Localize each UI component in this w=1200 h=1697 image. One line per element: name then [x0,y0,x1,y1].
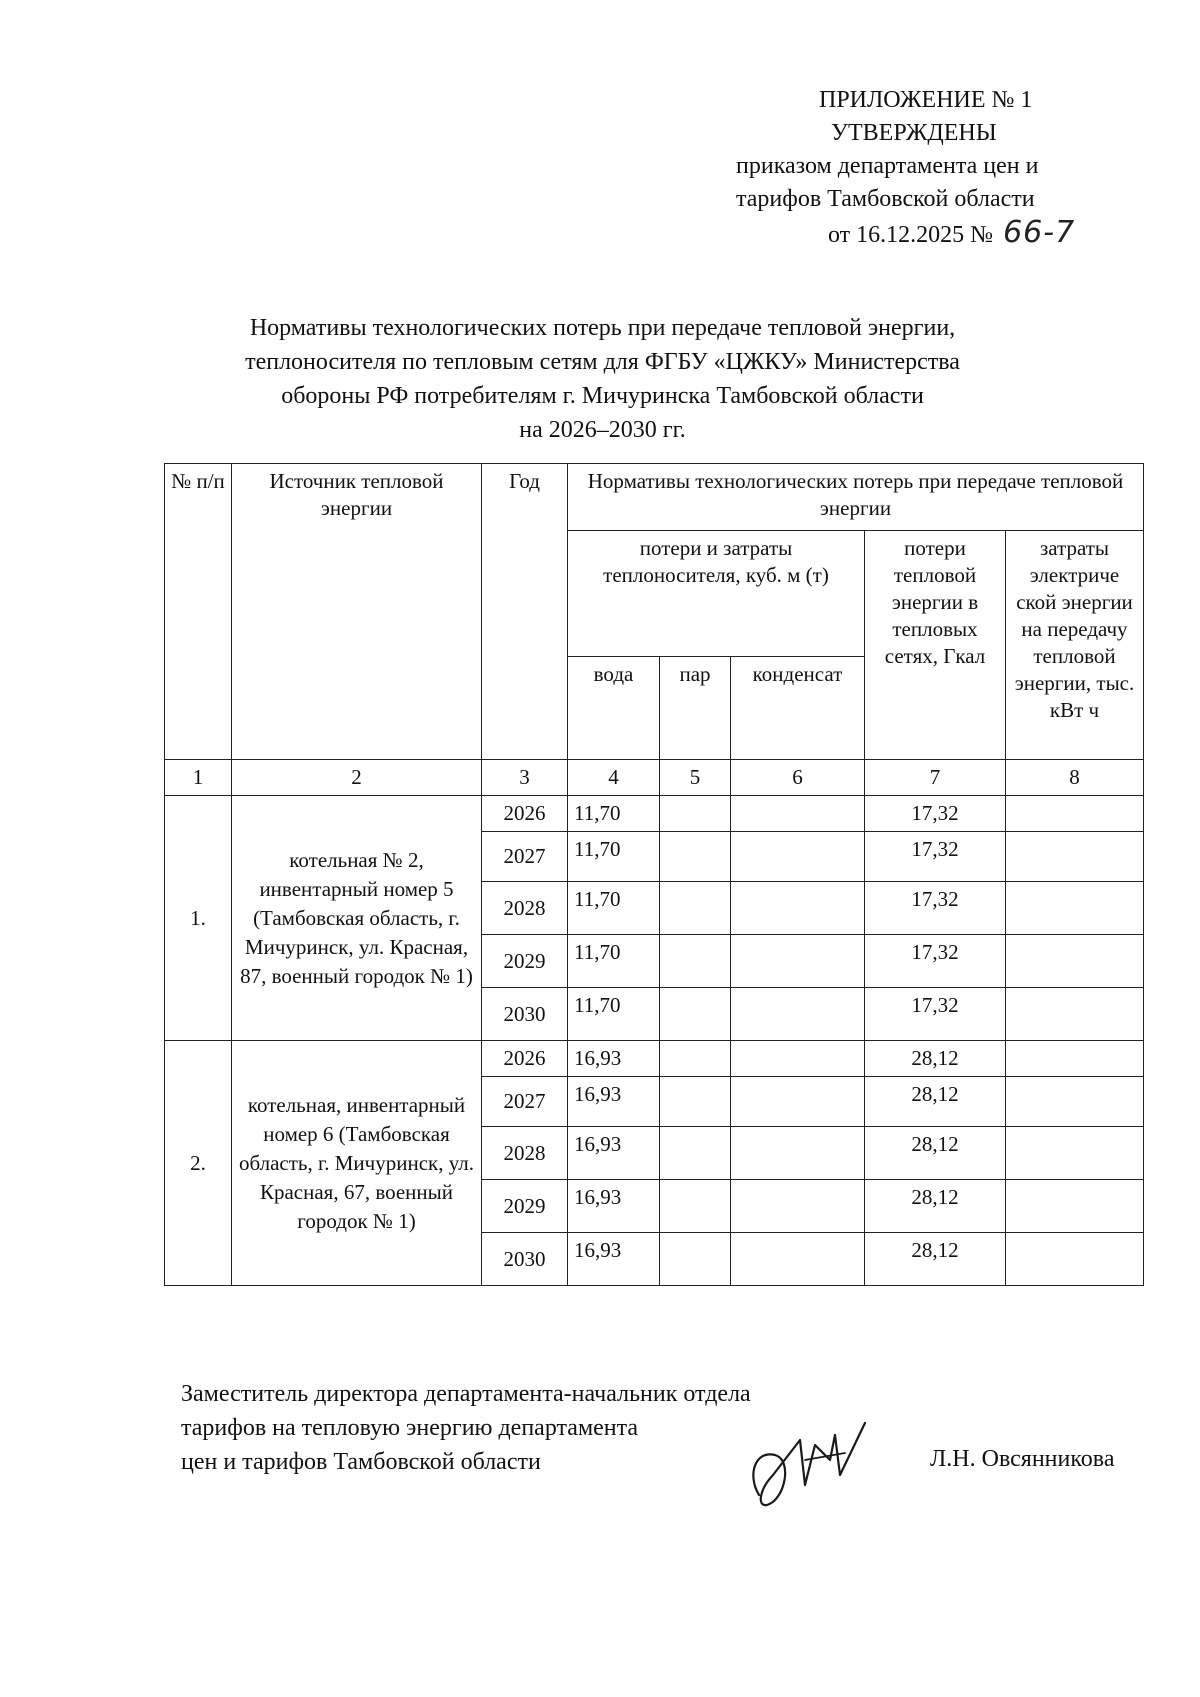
header-row-1 [165,464,1144,531]
title-line-3: обороны РФ потребителям г. Мичуринска Тамбовской области [281,383,924,409]
water-cell: 16,93 [568,1041,660,1077]
approval-header [736,84,1136,252]
electric-cell [1006,1233,1144,1286]
year-cell: 2029 [482,935,568,988]
heat-loss-cell: 17,32 [865,796,1006,832]
electric-cell [1006,1041,1144,1077]
table-row [165,1041,1144,1077]
water-cell: 16,93 [568,1127,660,1180]
heat-loss-cell: 17,32 [865,988,1006,1041]
condensate-cell [731,1077,865,1127]
header-year: Год [482,464,568,760]
column-number: 5 [660,760,731,796]
year-cell: 2026 [482,796,568,832]
header-steam: пар [660,657,731,760]
electric-cell [1006,988,1144,1041]
signatory-name: Л.Н. Овсянникова [930,1446,1115,1472]
steam-cell [660,1233,731,1286]
electric-cell [1006,796,1144,832]
condensate-cell [731,882,865,935]
approved-label: УТВЕРЖДЕНЫ [831,120,997,146]
header-heat-loss: потери тепловой энергии в тепловых сетях, Гкал [865,531,1006,760]
heat-loss-cell: 17,32 [865,882,1006,935]
heat-loss-cell: 28,12 [865,1041,1006,1077]
heat-loss-cell: 28,12 [865,1180,1006,1233]
header-carrier: потери и затраты теплоносителя, куб. м (т) [568,531,865,657]
heat-loss-cell: 28,12 [865,1233,1006,1286]
steam-cell [660,1077,731,1127]
title-line-2: теплоносителя по тепловым сетям для ФГБУ «ЦЖКУ» Министерства [245,349,960,375]
year-cell: 2029 [482,1180,568,1233]
steam-cell [660,832,731,882]
year-cell: 2028 [482,882,568,935]
condensate-cell [731,1180,865,1233]
column-number: 7 [865,760,1006,796]
year-cell: 2027 [482,1077,568,1127]
condensate-cell [731,1233,865,1286]
heat-loss-cell: 28,12 [865,1077,1006,1127]
water-cell: 16,93 [568,1180,660,1233]
steam-cell [660,1180,731,1233]
electric-cell [1006,1127,1144,1180]
condensate-cell [731,832,865,882]
water-cell: 11,70 [568,796,660,832]
handwritten-signature [745,1405,895,1515]
column-numbers-row [165,760,1144,796]
header-water: вода [568,657,660,760]
water-cell: 16,93 [568,1077,660,1127]
document-title [150,311,1055,447]
order-line-1: приказом департамента цен и [736,153,1039,179]
steam-cell [660,988,731,1041]
condensate-cell [731,935,865,988]
column-number: 1 [165,760,232,796]
norms-table [164,463,1144,1286]
condensate-cell [731,1041,865,1077]
appendix-label: ПРИЛОЖЕНИЕ № 1 [819,87,1033,113]
heat-loss-cell: 17,32 [865,935,1006,988]
condensate-cell [731,1127,865,1180]
year-cell: 2027 [482,832,568,882]
handwritten-order-number: 66-7 [1003,215,1076,250]
title-line-1: Нормативы технологических потерь при передаче тепловой энергии, [249,315,956,341]
order-date-line [736,216,1136,252]
signatory-line-3: цен и тарифов Тамбовской области [181,1449,541,1475]
electric-cell [1006,1180,1144,1233]
column-number: 4 [568,760,660,796]
water-cell: 11,70 [568,832,660,882]
heat-loss-cell: 17,32 [865,832,1006,882]
water-cell: 11,70 [568,882,660,935]
year-cell: 2030 [482,1233,568,1286]
condensate-cell [731,796,865,832]
signatory-line-1: Заместитель директора департамента-начальник отдела [181,1381,751,1407]
steam-cell [660,1041,731,1077]
row-index: 2. [165,1041,232,1286]
header-condensate: конденсат [731,657,865,760]
column-number: 8 [1006,760,1144,796]
title-line-4: на 2026–2030 гг. [519,417,686,443]
table-row [165,796,1144,832]
condensate-cell [731,988,865,1041]
row-index: 1. [165,796,232,1041]
electric-cell [1006,1077,1144,1127]
heat-source: котельная, инвентарный номер 6 (Тамбовская область, г. Мичуринск, ул. Красная, 67, военный городок № 1) [232,1041,482,1286]
heat-loss-cell: 28,12 [865,1127,1006,1180]
signatory-line-2: тарифов на тепловую энергию департамента [181,1415,639,1441]
year-cell: 2030 [482,988,568,1041]
steam-cell [660,1127,731,1180]
column-number: 2 [232,760,482,796]
header-norms: Нормативы технологических потерь при передаче тепловой энергии [568,464,1144,531]
steam-cell [660,935,731,988]
water-cell: 11,70 [568,988,660,1041]
order-date: от 16.12.2025 № [828,222,994,248]
electric-cell [1006,882,1144,935]
header-electric: затраты электриче ской энергии на передачу тепловой энергии, тыс. кВт ч [1006,531,1144,760]
electric-cell [1006,935,1144,988]
header-num: № п/п [165,464,232,760]
heat-source: котельная № 2, инвентарный номер 5 (Тамбовская область, г. Мичуринск, ул. Красная, 87, военный городок № 1) [232,796,482,1041]
column-number: 6 [731,760,865,796]
steam-cell [660,796,731,832]
water-cell: 16,93 [568,1233,660,1286]
header-source: Источник тепловой энергии [232,464,482,760]
column-number: 3 [482,760,568,796]
electric-cell [1006,832,1144,882]
steam-cell [660,882,731,935]
order-line-2: тарифов Тамбовской области [736,186,1035,212]
year-cell: 2026 [482,1041,568,1077]
water-cell: 11,70 [568,935,660,988]
year-cell: 2028 [482,1127,568,1180]
